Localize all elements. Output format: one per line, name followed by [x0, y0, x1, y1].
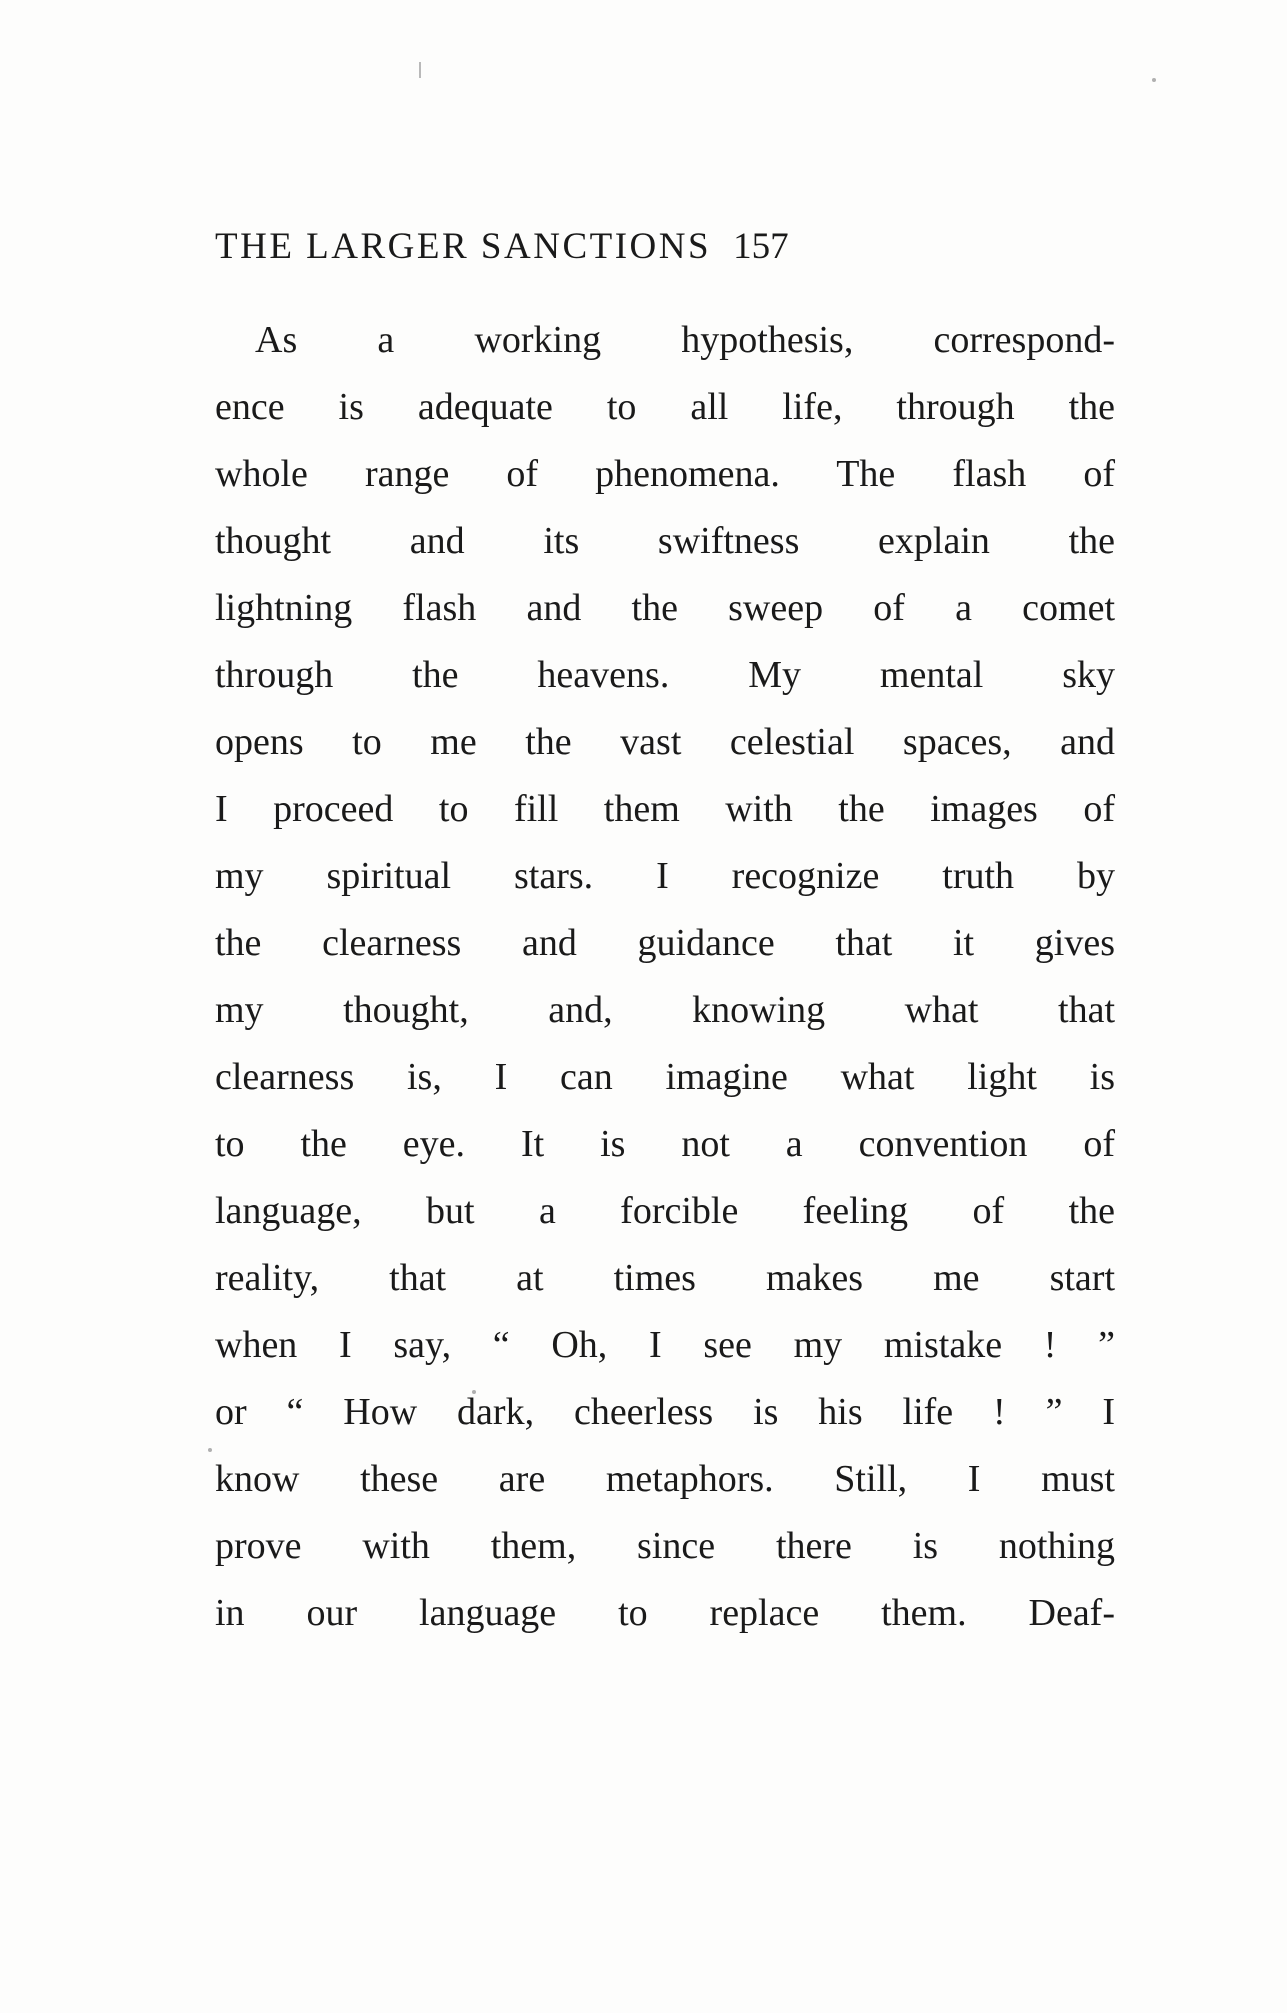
body-paragraph	[215, 307, 1115, 1647]
text-line: my spiritual stars. I recognize truth by	[215, 855, 1115, 897]
text-line: or “ How dark, cheerless is his life ! ” I	[215, 1391, 1115, 1433]
text-line: to the eye. It is not a convention of	[215, 1123, 1115, 1165]
text-line: when I say, “ Oh, I see my mistake ! ”	[215, 1324, 1115, 1366]
print-mark-bottom-left	[208, 1448, 212, 1452]
page-content	[215, 228, 1115, 1647]
text-line: I proceed to fill them with the images of	[215, 788, 1115, 830]
text-line: ence is adequate to all life, through the	[215, 386, 1115, 428]
text-line: prove with them, since there is nothing	[215, 1525, 1115, 1567]
running-head	[215, 228, 1115, 265]
text-line: the clearness and guidance that it gives	[215, 922, 1115, 964]
text-line: whole range of phenomena. The flash of	[215, 453, 1115, 495]
text-line: know these are metaphors. Still, I must	[215, 1458, 1115, 1500]
text-line: As a working hypothesis, correspond-	[255, 319, 1115, 361]
print-mark-top-right	[1152, 78, 1156, 82]
text-line: my thought, and, knowing what that	[215, 989, 1115, 1031]
text-line: opens to me the vast celestial spaces, and	[215, 721, 1115, 763]
text-line: in our language to replace them. Deaf-	[215, 1592, 1115, 1634]
text-line: reality, that at times makes me start	[215, 1257, 1115, 1299]
text-line: language, but a forcible feeling of the	[215, 1190, 1115, 1232]
print-mark-top-left	[419, 62, 421, 78]
running-head-title: THE LARGER SANCTIONS	[215, 226, 712, 267]
text-line: through the heavens. My mental sky	[215, 654, 1115, 696]
text-line: clearness is, I can imagine what light is	[215, 1056, 1115, 1098]
text-line: lightning flash and the sweep of a comet	[215, 587, 1115, 629]
page-number: 157	[733, 226, 789, 267]
text-line: thought and its swiftness explain the	[215, 520, 1115, 562]
